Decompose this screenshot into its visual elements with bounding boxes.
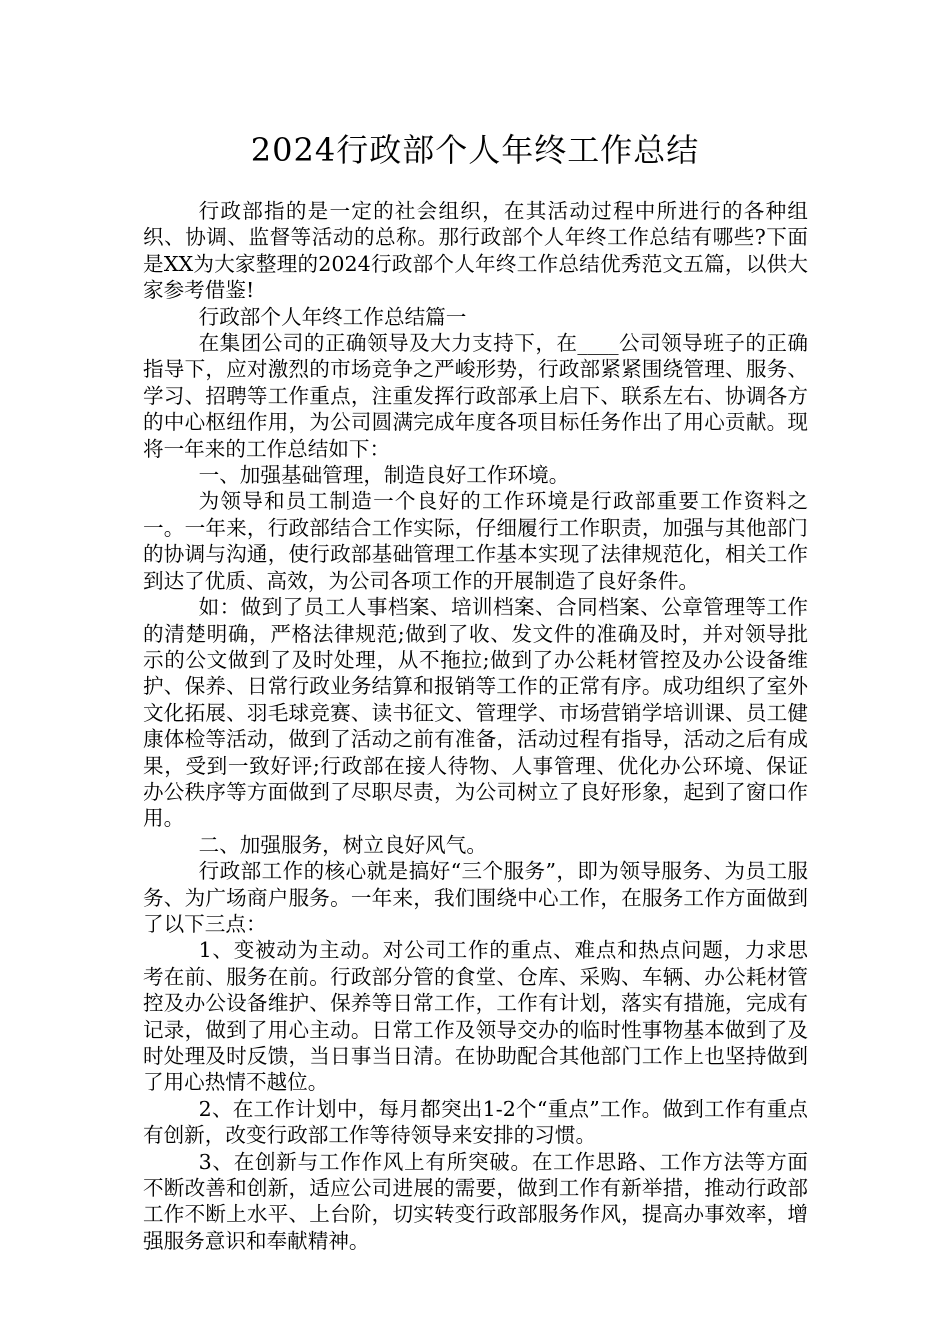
section-heading-1: 一、加强基础管理，制造良好工作环境。 [198, 463, 570, 488]
basic-management-paragraph: 为领导和员工制造一个良好的工作环境是行政部重要工作资料之一。一年来，行政部结合工作实际，仔细履行工作职责，加强与其他部门的协调与沟通，使行政部基础管理工作基本实现了法律规范化，相关工作到达了优质、高效，为公司各项工作的开展制造了良好条件。 [143, 489, 808, 593]
document-body [143, 198, 808, 1254]
service-point-1: 1、变被动为主动。对公司工作的重点、难点和热点问题，力求思考在前、服务在前。行政部分管的食堂、仓库、采购、车辆、办公耗材管控及办公设备维护、保养等日常工作，工作有计划，落实有措施，完成有记录，做到了用心主动。日常工作及领导交办的临时性事物基本做到了及时处理及时反馈，当日事当日清。在协助配合其他部门工作上也坚持做到了用心热情不越位。 [143, 938, 808, 1095]
document-title: 2024行政部个人年终工作总结 [250, 131, 700, 169]
service-point-3: 3、在创新与工作作风上有所突破。在工作思路、工作方法等方面不断改善和创新，适应公司进展的需要，做到工作有新举措，推动行政部工作不断上水平、上台阶，切实转变行政部服务作风，提高办事效率，增强服务意识和奉献精神。 [143, 1149, 808, 1253]
opening-paragraph: 在集团公司的正确领导及大力支持下，在____公司领导班子的正确指导下，应对激烈的市场竞争之严峻形势，行政部紧紧围绕管理、服务、学习、招聘等工作重点，注重发挥行政部承上启下、联系左右、协调各方的中心枢纽作用，为公司圆满完成年度各项目标任务作出了用心贡献。现将一年来的工作总结如下： [143, 331, 808, 461]
section-heading-2: 二、加强服务，树立良好风气。 [198, 832, 487, 857]
intro-paragraph: 行政部指的是一定的社会组织，在其活动过程中所进行的各种组织、协调、监督等活动的总称。那行政部个人年终工作总结有哪些?下面是XX为大家整理的2024行政部个人年终工作总结优秀范文五篇，以供大家参考借鉴! [143, 199, 808, 303]
section-heading-part-one: 行政部个人年终工作总结篇一 [198, 304, 467, 329]
service-point-2: 2、在工作计划中，每月都突出1-2个“重点”工作。做到工作有重点有创新，改变行政部工作等待领导来安排的习惯。 [143, 1096, 808, 1148]
service-core-paragraph: 行政部工作的核心就是搞好“三个服务”，即为领导服务、为员工服务、为广场商户服务。一年来，我们围绕中心工作，在服务工作方面做到了以下三点： [143, 859, 808, 936]
examples-paragraph: 如：做到了员工人事档案、培训档案、合同档案、公章管理等工作的清楚明确，严格法律规范;做到了收、发文件的准确及时，并对领导批示的公文做到了及时处理，从不拖拉;做到了办公耗材管控及办公设备维护、保养、日常行政业务结算和报销等工作的正常有序。成功组织了室外文化拓展、羽毛球竞赛、读书征文、管理学、市场营销学培训课、员工健康体检等活动，做到了活动之前有准备，活动过程有指导，活动之后有成果，受到一致好评;行政部在接人待物、人事管理、优化办公环境、保证办公秩序等方面做到了尽职尽责，为公司树立了良好形象，起到了窗口作用。 [143, 595, 808, 831]
